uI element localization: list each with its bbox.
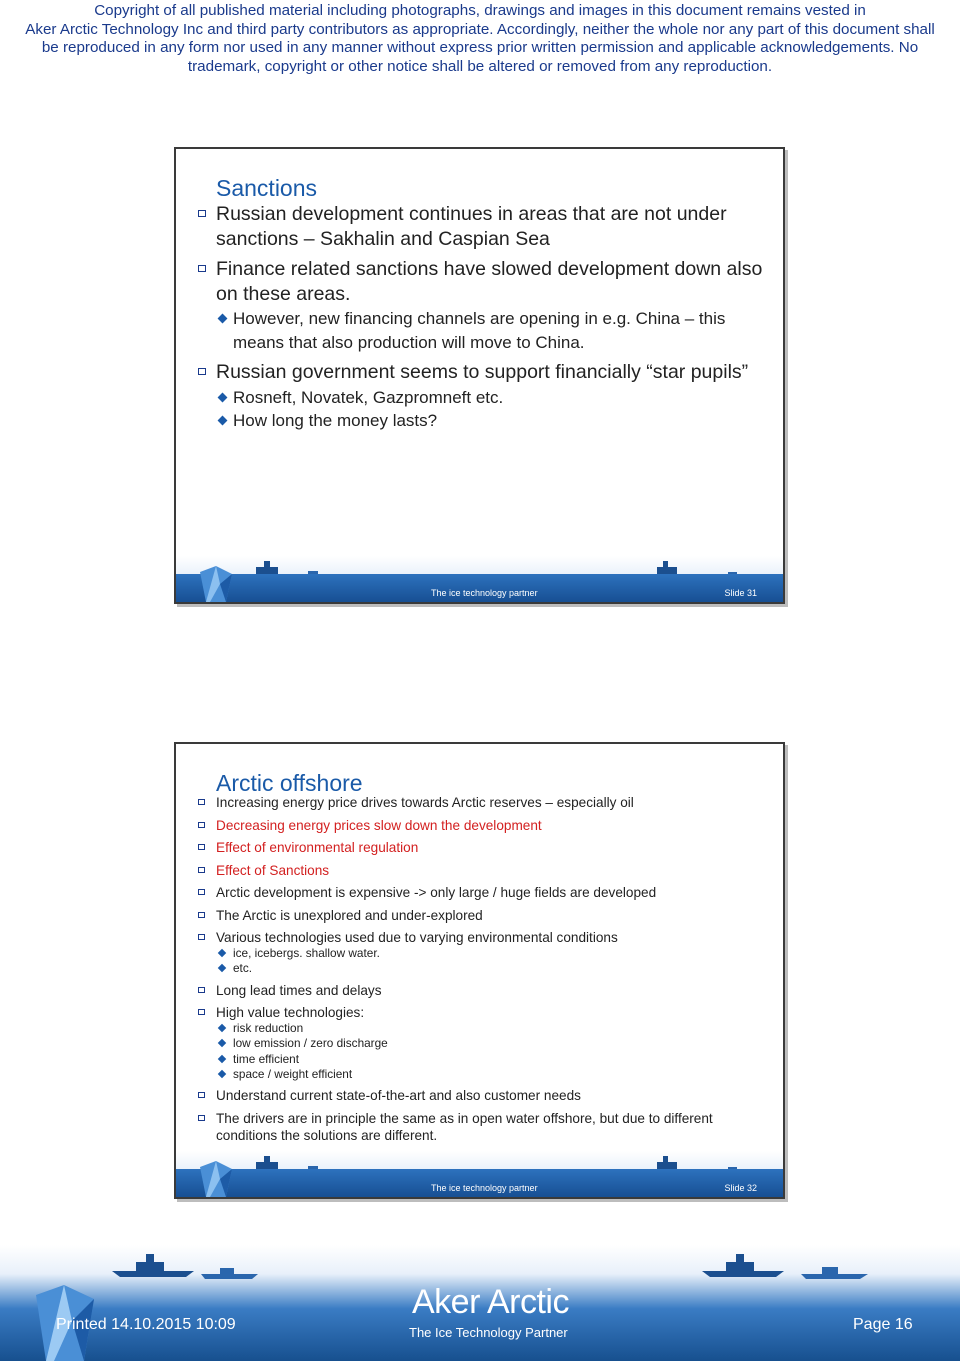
bullet-item bbox=[198, 1004, 763, 1021]
sub-bullet-item bbox=[198, 1036, 763, 1051]
bullet-text: Finance related sanctions have slowed development down also on these areas. bbox=[216, 258, 763, 305]
bullet-item bbox=[198, 794, 763, 811]
bullet-item bbox=[198, 1087, 763, 1104]
bullet-text: Effect of environmental regulation bbox=[216, 840, 419, 855]
brand-logo-text: Aker Arctic bbox=[412, 1283, 569, 1321]
slide-footer bbox=[176, 1151, 783, 1197]
diamond-bullet-icon bbox=[218, 949, 226, 957]
slide-footer bbox=[176, 556, 783, 602]
square-bullet-icon bbox=[198, 912, 205, 918]
footer-tagline: The ice technology partner bbox=[431, 1183, 538, 1193]
diamond-bullet-icon bbox=[218, 392, 228, 402]
square-bullet-icon bbox=[198, 1115, 205, 1121]
diamond-bullet-icon bbox=[218, 416, 228, 426]
bullet-item bbox=[198, 884, 763, 901]
bullet-text: The Arctic is unexplored and under-explored bbox=[216, 907, 483, 923]
square-bullet-icon bbox=[198, 799, 205, 805]
diamond-bullet-icon bbox=[218, 1039, 226, 1047]
sub-bullet-text: low emission / zero discharge bbox=[233, 1036, 388, 1051]
copyright-notice bbox=[0, 2, 960, 76]
bullet-text: Increasing energy price drives towards Arctic reserves – especially oil bbox=[216, 795, 634, 810]
bullet-text: Effect of Sanctions bbox=[216, 862, 330, 878]
bullet-text: Long lead times and delays bbox=[216, 982, 382, 998]
sub-bullet-item bbox=[198, 1052, 763, 1067]
square-bullet-icon bbox=[198, 987, 205, 993]
bullet-text: Decreasing energy prices slow down the development bbox=[216, 817, 542, 833]
square-bullet-icon bbox=[198, 368, 206, 375]
sub-bullet-item bbox=[198, 409, 763, 433]
sub-bullet-text: time efficient bbox=[233, 1051, 300, 1066]
bullet-item bbox=[198, 202, 763, 251]
sub-bullet-item bbox=[198, 1021, 763, 1036]
ship-icon bbox=[700, 1251, 790, 1277]
diamond-bullet-icon bbox=[218, 1070, 226, 1078]
ship-icon bbox=[200, 1265, 260, 1279]
bullet-item bbox=[198, 982, 763, 999]
brand-tagline: The Ice Technology Partner bbox=[409, 1325, 568, 1340]
bullet-text: Russian development continues in areas that are not under sanctions – Sakhalin and Caspian Sea bbox=[216, 203, 727, 250]
copyright-line: trademark, copyright or other notice shall be altered or removed from any reproduction. bbox=[187, 57, 773, 75]
bullet-item bbox=[198, 257, 763, 306]
bullet-text: Arctic development is expensive -> only large / huge fields are developed bbox=[216, 885, 657, 900]
page-number: Page 16 bbox=[853, 1316, 913, 1333]
square-bullet-icon bbox=[198, 1092, 205, 1098]
copyright-line: Copyright of all published material including photographs, drawings and images in this document remains vested in bbox=[94, 2, 866, 19]
diamond-bullet-icon bbox=[218, 314, 228, 324]
bullet-text: High value technologies: bbox=[216, 1005, 365, 1021]
slide-sanctions bbox=[174, 147, 785, 604]
printed-timestamp: Printed 14.10.2015 10:09 bbox=[56, 1316, 236, 1333]
diamond-bullet-icon bbox=[218, 1024, 226, 1032]
sub-bullet-text: space / weight efficient bbox=[233, 1066, 353, 1081]
iceberg-icon bbox=[196, 1157, 236, 1197]
copyright-line: Aker Arctic Technology Inc and third party contributors as appropriate. Accordingly, neither the whole nor any part of this document shall bbox=[25, 20, 935, 38]
square-bullet-icon bbox=[198, 867, 205, 873]
slide-content bbox=[198, 794, 763, 1149]
sub-bullet-text: Rosneft, Novatek, Gazpromneft etc. bbox=[233, 387, 504, 407]
bullet-item bbox=[198, 360, 763, 385]
slide-number: Slide 32 bbox=[724, 1183, 757, 1193]
sub-bullet-item bbox=[198, 961, 763, 976]
square-bullet-icon bbox=[198, 889, 205, 895]
slide-title: Arctic offshore bbox=[216, 770, 363, 796]
bullet-item bbox=[198, 929, 763, 946]
bullet-item bbox=[198, 862, 763, 879]
square-bullet-icon bbox=[198, 844, 205, 850]
iceberg-icon bbox=[196, 562, 236, 602]
bullet-text: The drivers are in principle the same as in open water offshore, but due to different conditions the solutions are different. bbox=[216, 1110, 713, 1143]
page-footer bbox=[0, 1245, 960, 1361]
square-bullet-icon bbox=[198, 934, 205, 940]
bullet-item bbox=[198, 1110, 763, 1144]
sub-bullet-text: ice, icebergs. shallow water. bbox=[233, 946, 380, 960]
slide-number: Slide 31 bbox=[724, 588, 757, 598]
slide-content bbox=[198, 202, 763, 433]
sub-bullet-item bbox=[198, 386, 763, 410]
bullet-text: Understand current state-of-the-art and also customer needs bbox=[216, 1088, 581, 1104]
bullet-text: Various technologies used due to varying environmental conditions bbox=[216, 930, 618, 945]
square-bullet-icon bbox=[198, 210, 206, 217]
sub-bullet-item bbox=[198, 307, 763, 354]
square-bullet-icon bbox=[198, 822, 205, 828]
square-bullet-icon bbox=[198, 265, 206, 272]
bullet-item bbox=[198, 839, 763, 856]
sub-bullet-text: However, new financing channels are opening in e.g. China – this means that also production will move to China. bbox=[233, 309, 726, 352]
sub-bullet-text: How long the money lasts? bbox=[233, 411, 438, 430]
sub-bullet-item bbox=[198, 1067, 763, 1082]
slide-title: Sanctions bbox=[216, 175, 318, 201]
bullet-item bbox=[198, 907, 763, 924]
sub-bullet-text: etc. bbox=[233, 961, 253, 976]
footer-tagline: The ice technology partner bbox=[431, 588, 538, 598]
bullet-item bbox=[198, 817, 763, 834]
diamond-bullet-icon bbox=[218, 964, 226, 972]
sub-bullet-item bbox=[198, 946, 763, 961]
ship-icon bbox=[800, 1263, 870, 1279]
bullet-text: Russian government seems to support financially “star pupils” bbox=[216, 361, 749, 383]
diamond-bullet-icon bbox=[218, 1054, 226, 1062]
square-bullet-icon bbox=[198, 1009, 205, 1015]
slide-arctic-offshore bbox=[174, 742, 785, 1199]
copyright-line: be reproduced in any form nor used in any manner without express prior written permission and applicable acknowledgements. No bbox=[41, 39, 919, 57]
sub-bullet-text: risk reduction bbox=[233, 1021, 304, 1036]
ship-icon bbox=[110, 1251, 200, 1277]
